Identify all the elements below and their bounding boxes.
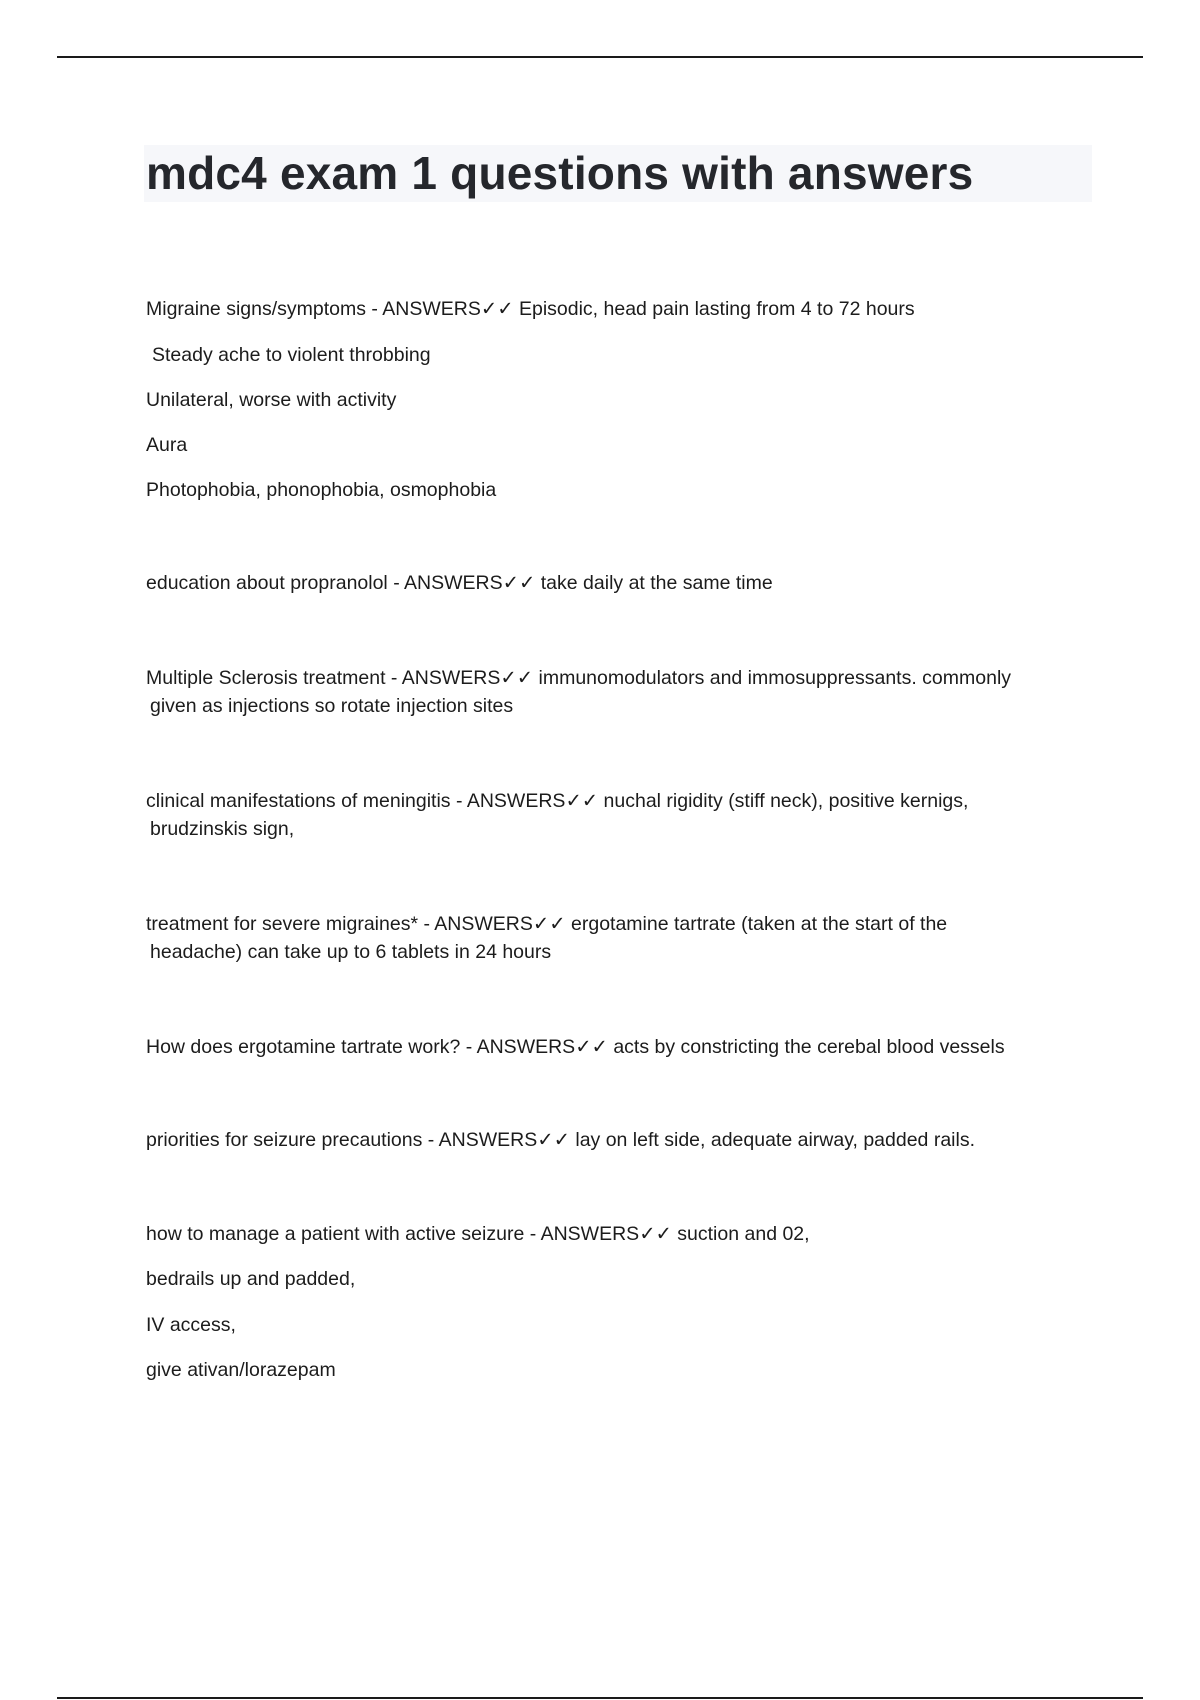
separator: - <box>524 1223 541 1245</box>
separator: - <box>385 667 402 689</box>
answer-text: Episodic, head pain lasting from 4 to 72 hours <box>518 298 915 320</box>
answer-continuation: headache) can take up to 6 tablets in 24 hours <box>150 941 552 963</box>
title-banner <box>144 145 1092 202</box>
question-text: how to manage a patient with active seizure <box>146 1223 525 1245</box>
qa-item-active-seizure <box>146 1220 810 1248</box>
answer-label: ANSWERS <box>382 298 481 320</box>
double-check-icon: ✓✓ <box>565 790 599 812</box>
answer-continuation: brudzinskis sign, <box>150 818 295 840</box>
double-check-icon: ✓✓ <box>575 1036 608 1058</box>
page-title: mdc4 exam 1 questions with answers <box>146 147 974 199</box>
double-check-icon: ✓✓ <box>480 298 514 320</box>
question-text: Multiple Sclerosis treatment <box>146 667 386 689</box>
qa-item-propranolol <box>146 569 773 597</box>
answer-label: ANSWERS <box>434 913 533 935</box>
separator: - <box>450 790 467 812</box>
separator: - <box>418 913 435 935</box>
separator: - <box>422 1129 439 1151</box>
qa-item-migraine-symptoms <box>146 295 915 323</box>
answer-continuation: given as injections so rotate injection sites <box>150 695 514 717</box>
qa-item-severe-migraines <box>146 910 947 938</box>
double-check-icon: ✓✓ <box>500 667 534 689</box>
answer-label: ANSWERS <box>466 790 566 812</box>
double-check-icon: ✓✓ <box>537 1129 570 1151</box>
answer-extra-line: Aura <box>146 434 188 456</box>
answer-extra-line: bedrails up and padded, <box>146 1268 356 1290</box>
question-text: How does ergotamine tartrate work? <box>146 1036 461 1058</box>
answer-extra-line: IV access, <box>146 1314 236 1336</box>
question-text: Migraine signs/symptoms <box>146 298 366 320</box>
answer-label: ANSWERS <box>540 1223 640 1245</box>
top-rule <box>57 56 1143 58</box>
answer-text: ergotamine tartrate (taken at the start of the <box>571 913 948 935</box>
qa-item-meningitis <box>146 787 968 815</box>
answer-text: acts by constricting the cerebal blood vessels <box>613 1036 1005 1058</box>
answer-label: ANSWERS <box>401 667 501 689</box>
answer-text: immunomodulators and immosuppressants. commonly <box>538 667 1012 689</box>
answer-extra-line: give ativan/lorazepam <box>146 1359 336 1381</box>
separator: - <box>460 1036 477 1058</box>
separator: - <box>387 572 405 594</box>
question-text: clinical manifestations of meningitis <box>146 790 451 812</box>
answer-text: take daily at the same time <box>540 572 773 594</box>
answer-label: ANSWERS <box>476 1036 576 1058</box>
qa-item-seizure-precautions <box>146 1126 975 1154</box>
answer-text: suction and 02, <box>677 1223 810 1245</box>
answer-label: ANSWERS <box>438 1129 538 1151</box>
answer-text: nuchal rigidity (stiff neck), positive kernigs, <box>603 790 969 812</box>
answer-text: lay on left side, adequate airway, padded rails. <box>575 1129 975 1151</box>
question-text: treatment for severe migraines* <box>146 913 419 935</box>
double-check-icon: ✓✓ <box>502 572 536 594</box>
separator: - <box>365 298 383 320</box>
answer-extra-line: Steady ache to violent throbbing <box>152 344 431 366</box>
question-text: education about propranolol <box>146 572 388 594</box>
answer-label: ANSWERS <box>404 572 503 594</box>
double-check-icon: ✓✓ <box>532 913 566 935</box>
answer-extra-line: Photophobia, phonophobia, osmophobia <box>146 479 497 501</box>
qa-item-ergotamine-mechanism <box>146 1033 1005 1061</box>
question-text: priorities for seizure precautions <box>146 1129 423 1151</box>
qa-item-ms-treatment <box>146 664 1011 692</box>
double-check-icon: ✓✓ <box>639 1223 672 1245</box>
bottom-rule <box>57 1697 1143 1699</box>
answer-extra-line: Unilateral, worse with activity <box>146 389 397 411</box>
